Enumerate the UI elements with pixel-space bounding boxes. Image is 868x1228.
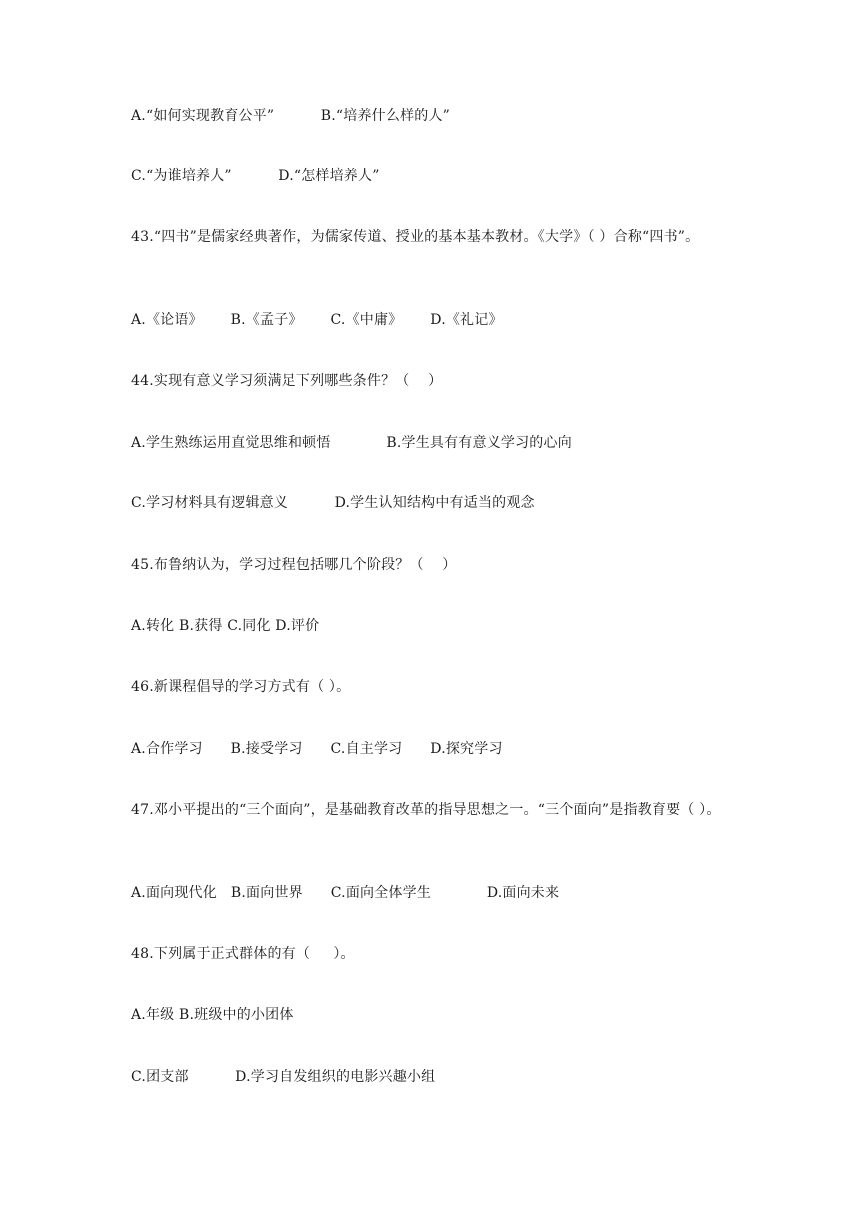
q44-stem: 44.实现有意义学习须满足下列哪些条件？（ ） bbox=[131, 373, 443, 389]
q47-options: A.面向现代化 B.面向世界 C.面向全体学生 D.面向未来 bbox=[131, 885, 560, 901]
q42-options-row-2: C.“为谁培养人” D.“怎样培养人” bbox=[131, 168, 380, 184]
q44-options-row-2: C.学习材料具有逻辑意义 D.学生认知结构中有适当的观念 bbox=[131, 495, 535, 511]
q48-stem: 48.下列属于正式群体的有（ ）。 bbox=[131, 946, 355, 962]
q48-options-row-1: A.年级 B.班级中的小团体 bbox=[131, 1007, 294, 1023]
q48-options-row-2: C.团支部 D.学习自发组织的电影兴趣小组 bbox=[131, 1069, 436, 1085]
q45-options: A.转化 B.获得 C.同化 D.评价 bbox=[131, 618, 320, 634]
q42-options-row-1: A.“如何实现教育公平” B.“培养什么样的人” bbox=[131, 108, 451, 124]
q47-stem: 47.邓小平提出的“三个面向”，是基础教育改革的指导思想之一。“三个面向”是指教育要（ ）。 bbox=[131, 802, 721, 818]
q45-stem: 45.布鲁纳认为，学习过程包括哪几个阶段？（ ） bbox=[131, 557, 457, 573]
q46-options: A.合作学习 B.接受学习 C.自主学习 D.探究学习 bbox=[131, 741, 503, 757]
q46-stem: 46.新课程倡导的学习方式有（ ）。 bbox=[131, 679, 351, 695]
q44-options-row-1: A.学生熟练运用直觉思维和顿悟 B.学生具有有意义学习的心向 bbox=[131, 435, 572, 451]
q43-stem: 43.“四书”是儒家经典著作，为儒家传道、授业的基本基本教材。《大学》（ ）合称“四书”。 bbox=[131, 229, 700, 245]
q43-options: A.《论语》 B.《孟子》 C.《中庸》 D.《礼记》 bbox=[131, 312, 503, 328]
